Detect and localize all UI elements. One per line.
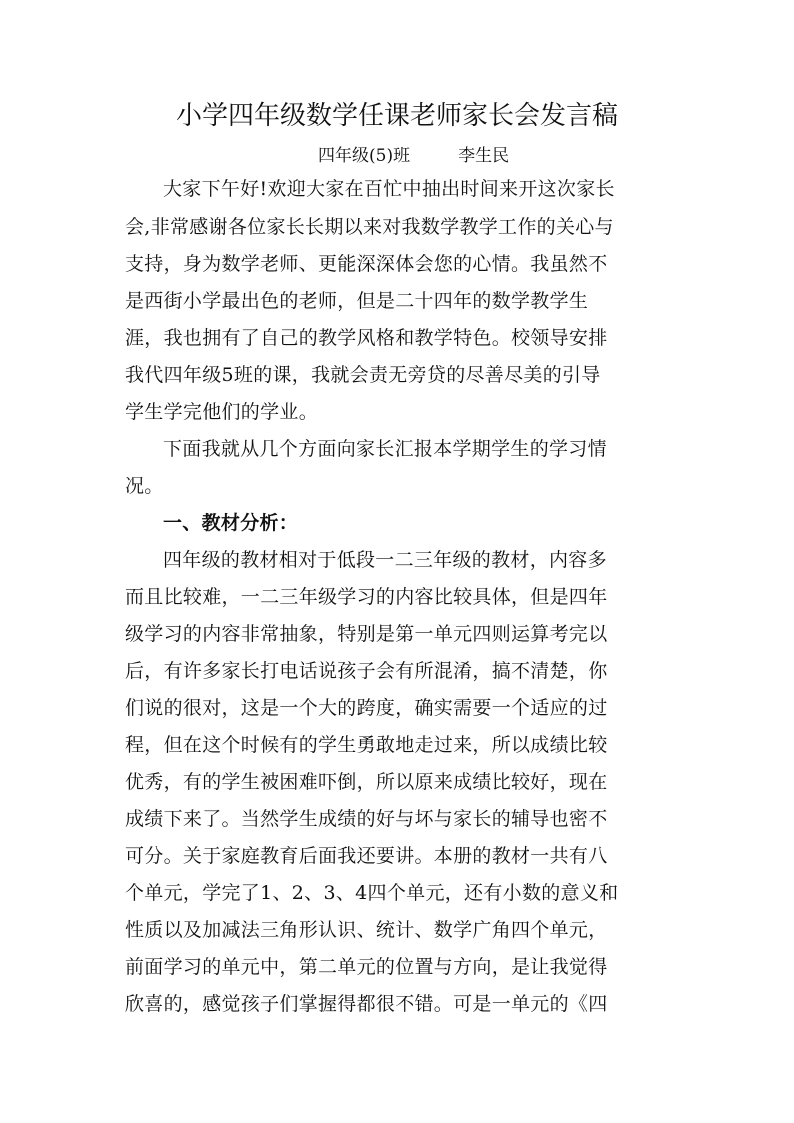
paragraph-line: 而且比较难，一二三年级学习的内容比较具体，但是四年 (125, 586, 608, 608)
class-name: 四年级(5)班 (318, 146, 411, 166)
paragraph-line: 四年级的教材相对于低段一二三年级的教材，内容多 (163, 549, 607, 571)
paragraph-line: 支持，身为数学老师、更能深深体会您的心情。我虽然不 (125, 253, 608, 275)
paragraph-line: 涯，我也拥有了自己的教学风格和教学特色。校领导安排 (125, 327, 608, 349)
paragraph-line: 们说的很对，这是一个大的跨度，确实需要一个适应的过 (125, 697, 608, 719)
paragraph-line: 可分。关于家庭教育后面我还要讲。本册的教材一共有八 (125, 845, 608, 867)
paragraph-line: 况。 (125, 475, 164, 497)
paragraph-line: 个单元，学完了1、2、3、4四个单元，还有小数的意义和 (125, 882, 619, 904)
paragraph-line: 欣喜的，感觉孩子们掌握得都很不错。可是一单元的《四 (125, 993, 608, 1015)
document-title: 小学四年级数学任课老师家长会发言稿 (175, 101, 618, 131)
paragraph-line: 我代四年级5班的课，我就会责无旁贷的尽善尽美的引导 (125, 364, 601, 386)
paragraph-line: 性质以及加减法三角形认识、统计、数学广角四个单元， (125, 919, 608, 941)
paragraph-line: 优秀，有的学生被困难吓倒，所以原来成绩比较好，现在 (125, 771, 608, 793)
paragraph-line: 程，但在这个时候有的学生勇敢地走过来，所以成绩比较 (125, 734, 608, 756)
paragraph-line: 学生学完他们的学业。 (125, 401, 319, 423)
paragraph-line: 大家下午好!欢迎大家在百忙中抽出时间来开这次家长 (163, 178, 615, 200)
paragraph-line: 后，有许多家长打电话说孩子会有所混淆，搞不清楚，你 (125, 660, 608, 682)
paragraph-line: 成绩下来了。当然学生成绩的好与坏与家长的辅导也密不 (125, 808, 608, 830)
paragraph-line: 下面我就从几个方面向家长汇报本学期学生的学习情 (163, 438, 607, 460)
paragraph-line: 会,非常感谢各位家长长期以来对我数学教学工作的关心与 (125, 216, 614, 238)
paragraph-line: 是西街小学最出色的老师，但是二十四年的数学教学生 (125, 290, 589, 312)
paragraph-line: 级学习的内容非常抽象，特别是第一单元四则运算考完以 (125, 623, 608, 645)
section-heading: 一、教材分析： (163, 512, 299, 534)
author-name: 李生民 (458, 146, 510, 166)
paragraph-line: 前面学习的单元中，第二单元的位置与方向，是让我觉得 (125, 956, 608, 978)
byline (318, 144, 509, 168)
